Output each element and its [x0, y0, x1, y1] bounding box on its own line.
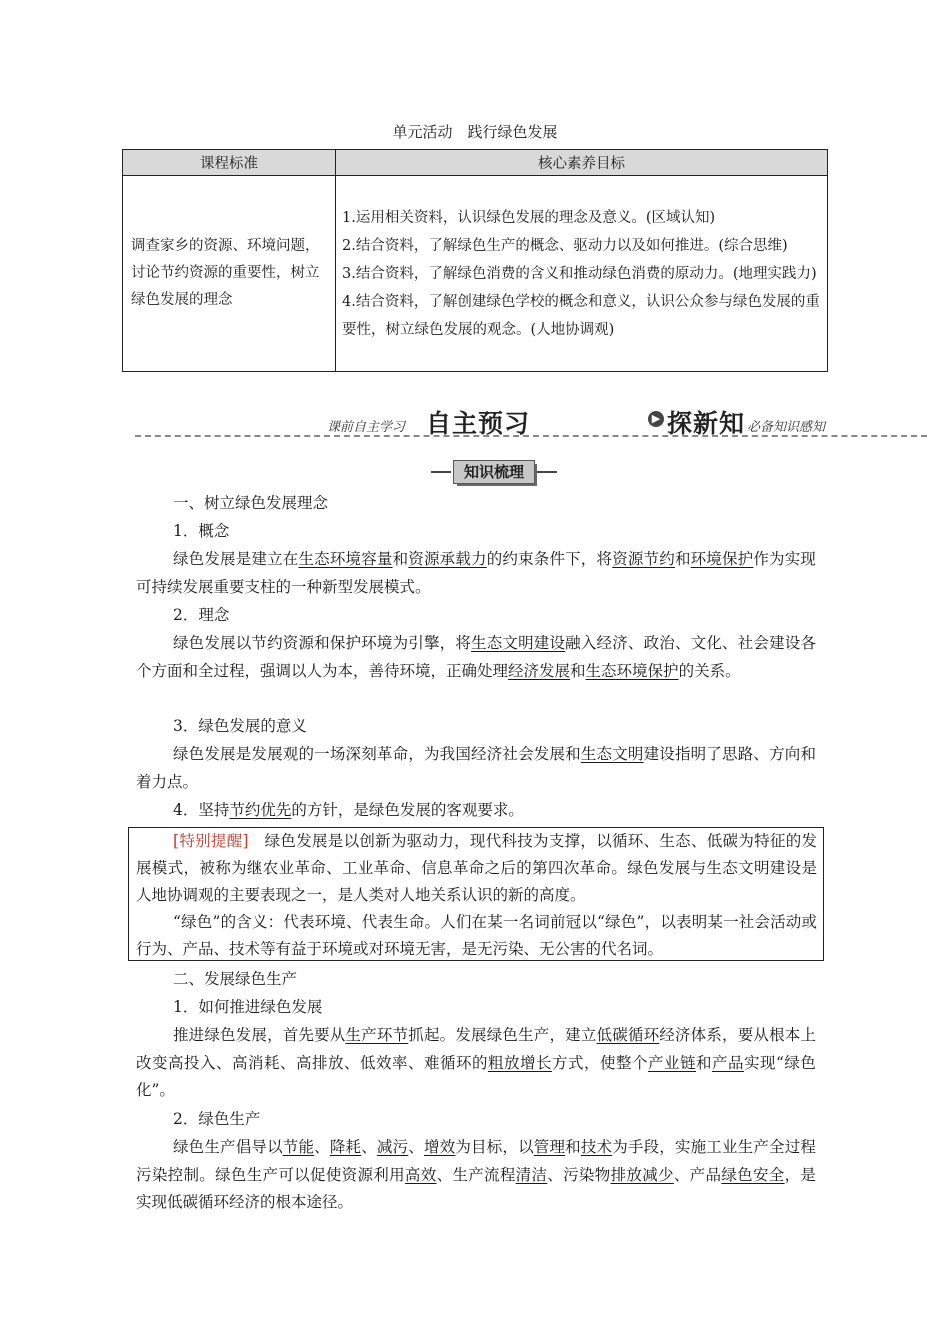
goals-cell: [336, 176, 828, 372]
banner-title-right: 探新知: [667, 409, 746, 438]
table-header-standard: 课程标准: [123, 150, 336, 176]
subheading: 3．绿色发展的意义: [173, 717, 307, 735]
standard-cell: 调查家乡的资源、环境问题，讨论节约资源的重要性，树立绿色发展的理念: [123, 176, 336, 372]
goal-item: 3.结合资料，了解绿色消费的含义和推动绿色消费的原动力。(地理实践力): [342, 265, 817, 282]
table-header-goals: 核心素养目标: [336, 150, 828, 176]
subheading: 2．理念: [173, 606, 230, 624]
subheading: 2．绿色生产: [173, 1110, 261, 1128]
paragraph: 绿色发展是建立在生态环境容量和资源承载力的约束条件下，将资源节约和环境保护作为实现可持续发展重要支柱的一种新型发展模式。: [136, 550, 816, 596]
curriculum-table: [122, 149, 828, 372]
paragraph: 绿色发展是发展观的一场深刻革命，为我国经济社会发展和生态文明建设指明了思路、方向和着力点。: [136, 745, 816, 791]
label-rule-right: [537, 471, 557, 473]
banner-left-caption: 课前自主学习: [327, 420, 406, 435]
banner-right-caption: 必备知识感知: [747, 420, 826, 435]
paragraph: 绿色发展以节约资源和保护环境为引擎，将生态文明建设融入经济、政治、文化、社会建设各个方面和全过程，强调以人为本，善待环境，正确处理经济发展和生态环境保护的关系。: [136, 634, 816, 680]
goal-item: 4.结合资料，了解创建绿色学校的概念和意义，认识公众参与绿色发展的重要性，树立绿色发展的观念。(人地协调观): [342, 293, 820, 338]
special-tip-box: [128, 827, 824, 961]
section-label: [431, 460, 557, 484]
paragraph: 4．坚持节约优先的方针，是绿色发展的客观要求。: [173, 801, 524, 819]
subheading: 1．概念: [173, 522, 230, 540]
section-banner: [135, 404, 927, 440]
heading-1: 一、树立绿色发展理念: [173, 494, 329, 512]
tip-text: [特别提醒] 绿色发展是以创新为驱动力，现代科技为支撑，以循环、生态、低碳为特征的发展模式，被称为继农业革命、工业革命、信息革命之后的第四次革命。绿色发展与生态文明建设是人地协调观的主要表现之一，是人类对人地关系认识的新的高度。 “绿色”的含义：代表环境、代表生命。人们在某一名词前冠以“绿色”，以表明某一社会活动或行为、产品、技术等有益于环境或对环境无害，是无污染、无公害的代名词。: [136, 832, 817, 958]
banner-title-left: 自主预习: [426, 409, 531, 438]
dashed-divider: [135, 435, 927, 437]
heading-2: 二、发展绿色生产: [173, 970, 298, 988]
goal-item: 1.运用相关资料，认识绿色发展的理念及意义。(区域认知): [342, 209, 716, 226]
paragraph: 绿色生产倡导以节能、降耗、减污、增效为目标，以管理和技术为手段，实施工业生产全过程污染控制。绿色生产可以促使资源利用高效、生产流程清洁、污染物排放减少、产品绿色安全，是实现低碳循环经济的根本途径。: [136, 1138, 816, 1211]
arrow-icon: ▶: [648, 411, 664, 427]
page-title: 单元活动 践行绿色发展: [392, 123, 558, 141]
label-rule-left: [431, 471, 451, 473]
tip-tag: [特别提醒]: [173, 832, 249, 850]
subheading: 1．如何推进绿色发展: [173, 998, 323, 1016]
goal-item: 2.结合资料，了解绿色生产的概念、驱动力以及如何推进。(综合思维): [342, 237, 788, 254]
paragraph: 推进绿色发展，首先要从生产环节抓起。发展绿色生产，建立低碳循环经济体系，要从根本上改变高投入、高消耗、高排放、低效率、难循环的粗放增长方式，使整个产业链和产品实现“绿色化”。: [136, 1026, 816, 1099]
label-box: 知识梳理: [453, 460, 535, 484]
